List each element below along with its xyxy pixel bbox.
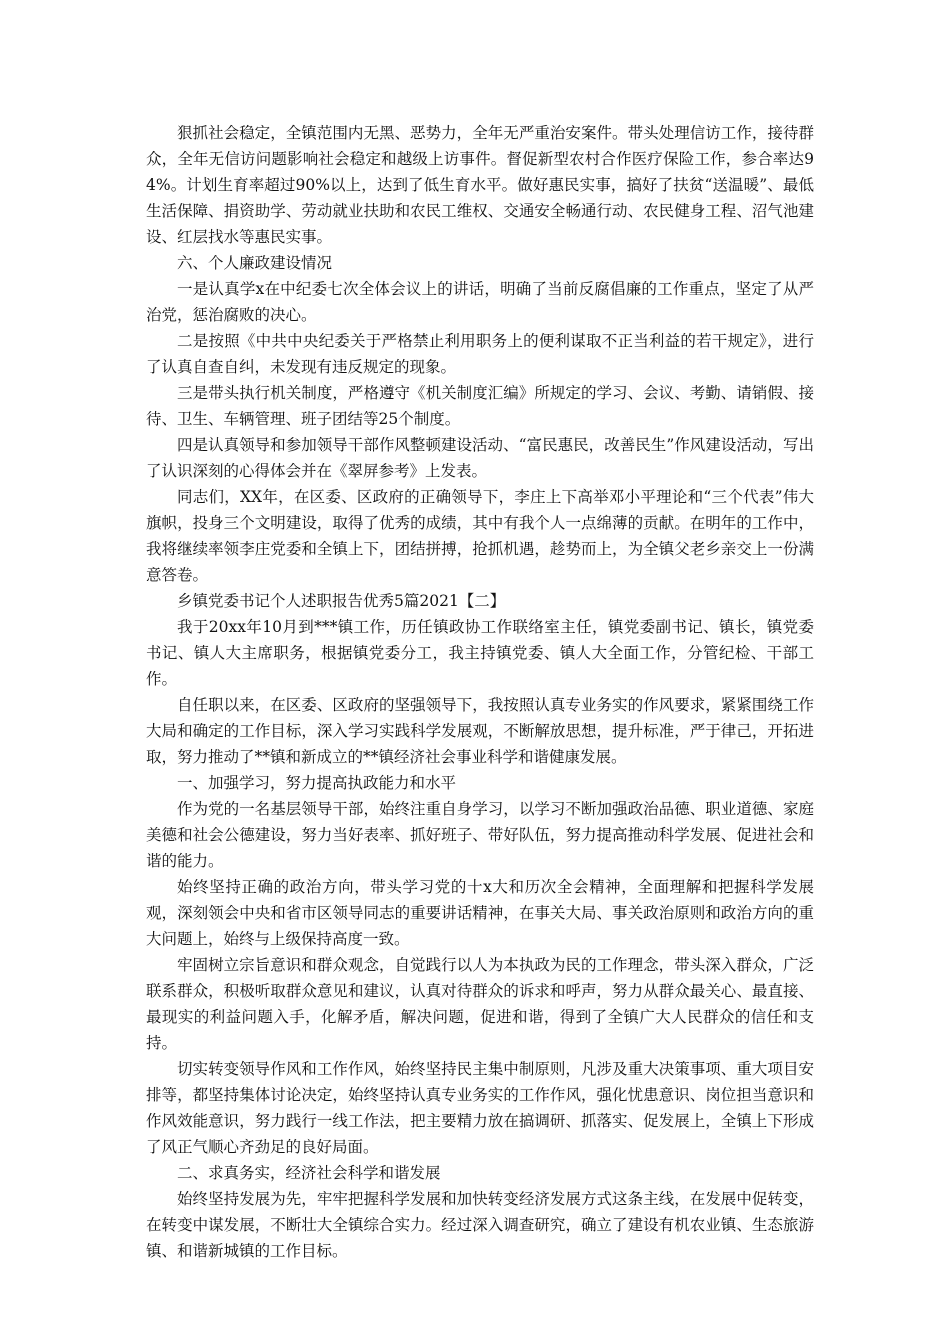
section-heading-study: 一、加强学习，努力提高执政能力和水平 bbox=[177, 774, 457, 792]
document-body bbox=[146, 120, 814, 1264]
paragraph-study-2: 始终坚持正确的政治方向，带头学习党的十x大和历次全会精神，全面理解和把握科学发展观，深刻领会中央和省市区领导同志的重要讲话精神，在事关大局、事关政治原则和政治方向的重大问题上，始终与上级保持高度一致。 bbox=[146, 878, 814, 948]
paragraph-integrity-4: 四是认真领导和参加领导干部作风整顿建设活动、“富民惠民，改善民生”作风建设活动，写出了认识深刻的心得体会并在《翠屏参考》上发表。 bbox=[146, 436, 814, 480]
paragraph-integrity-3: 三是带头执行机关制度，严格遵守《机关制度汇编》所规定的学习、会议、考勤、请销假、接待、卫生、车辆管理、班子团结等25个制度。 bbox=[146, 384, 814, 428]
article-title-part-two: 乡镇党委书记个人述职报告优秀5篇2021【二】 bbox=[177, 592, 506, 610]
paragraph-integrity-2: 二是按照《中共中央纪委关于严格禁止利用职务上的便利谋取不正当利益的若干规定》，进行了认真自查自纠，未发现有违反规定的现象。 bbox=[146, 332, 814, 376]
paragraph-study-1: 作为党的一名基层领导干部，始终注重自身学习，以学习不断加强政治品德、职业道德、家庭美德和社会公德建设，努力当好表率、抓好班子、带好队伍，努力提高推动科学发展、促进社会和谐的能力。 bbox=[146, 800, 814, 870]
paragraph-study-4: 切实转变领导作风和工作作风，始终坚持民主集中制原则，凡涉及重大决策事项、重大项目安排等，都坚持集体讨论决定，始终坚持认真专业务实的工作作风，强化忧患意识、岗位担当意识和作风效能意识，努力践行一线工作法，把主要精力放在搞调研、抓落实、促发展上，全镇上下形成了风正气顺心齐劲足的良好局面。 bbox=[146, 1060, 814, 1156]
paragraph-since-appointment: 自任职以来，在区委、区政府的坚强领导下，我按照认真专业务实的作风要求，紧紧围绕工作大局和确定的工作目标，深入学习实践科学发展观，不断解放思想，提升标准，严于律己，开拓进取，努力推动了**镇和新成立的**镇经济社会事业科学和谐健康发展。 bbox=[146, 696, 814, 766]
paragraph-social-stability: 狠抓社会稳定，全镇范围内无黑、恶势力，全年无严重治安案件。带头处理信访工作，接待群众，全年无信访问题影响社会稳定和越级上访事件。督促新型农村合作医疗保险工作，参合率达94%。计划生育率超过90%以上，达到了低生育水平。做好惠民实事，搞好了扶贫“送温暖”、最低生活保障、捐资助学、劳动就业扶助和农民工维权、交通安全畅通行动、农民健身工程、沼气池建设、红层找水等惠民实事。 bbox=[146, 124, 814, 246]
paragraph-study-3: 牢固树立宗旨意识和群众观念，自觉践行以人为本执政为民的工作理念，带头深入群众，广泛联系群众，积极听取群众意见和建议，认真对待群众的诉求和呼声，努力从群众最关心、最直接、最现实的利益问题入手，化解矛盾，解决问题，促进和谐，得到了全镇广大人民群众的信任和支持。 bbox=[146, 956, 814, 1052]
paragraph-development-1: 始终坚持发展为先，牢牢把握科学发展和加快转变经济发展方式这条主线，在发展中促转变，在转变中谋发展，不断壮大全镇综合实力。经过深入调查研究，确立了建设有机农业镇、生态旅游镇、和谐新城镇的工作目标。 bbox=[146, 1190, 814, 1260]
paragraph-closing-remarks: 同志们，XX年，在区委、区政府的正确领导下，李庄上下高举邓小平理论和“三个代表”伟大旗帜，投身三个文明建设，取得了优秀的成绩，其中有我个人一点绵薄的贡献。在明年的工作中，我将继续率领李庄党委和全镇上下，团结拼搏，抢抓机遇，趁势而上，为全镇父老乡亲交上一份满意答卷。 bbox=[146, 488, 814, 584]
paragraph-integrity-1: 一是认真学x在中纪委七次全体会议上的讲话，明确了当前反腐倡廉的工作重点，坚定了从严治党，惩治腐败的决心。 bbox=[146, 280, 814, 324]
paragraph-career-history: 我于20xx年10月到***镇工作，历任镇政协工作联络室主任，镇党委副书记、镇长，镇党委书记、镇人大主席职务，根据镇党委分工，我主持镇党委、镇人大全面工作，分管纪检、干部工作。 bbox=[146, 618, 814, 688]
section-heading-integrity: 六、个人廉政建设情况 bbox=[177, 254, 333, 272]
section-heading-development: 二、求真务实，经济社会科学和谐发展 bbox=[177, 1164, 441, 1182]
